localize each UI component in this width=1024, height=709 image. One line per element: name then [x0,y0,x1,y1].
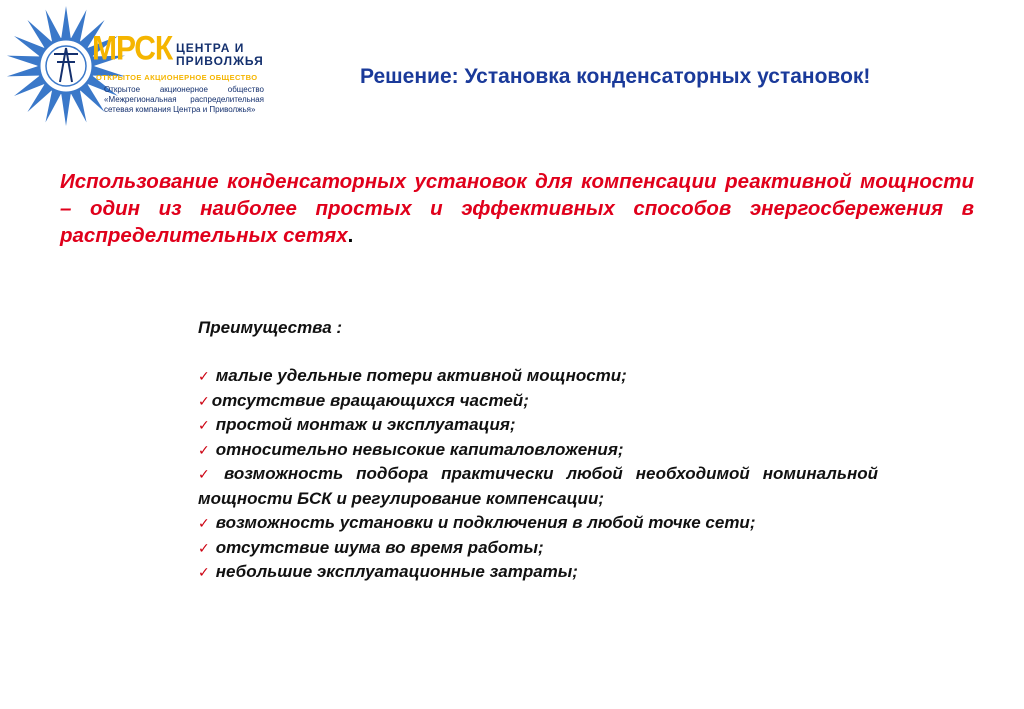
logo-company-name [176,42,264,68]
list-item [198,536,878,561]
list-item [198,413,878,438]
intro-period: . [347,224,354,247]
check-icon: ✓ [198,539,210,556]
list-item [198,438,878,463]
list-item [198,511,878,536]
logo-description: Открытое акционерное общество «Межрегиональная распределительная сетевая компания Центра и Приволжья» [104,85,264,114]
list-item [198,462,878,511]
list-item-text: возможность подбора практически любой необходимой номинальной мощности БСК и регулирование компенсации; [198,464,879,508]
list-item-text: отсутствие вращающихся частей; [211,390,529,410]
logo-name-line1: ЦЕНТРА И [176,41,245,55]
advantages-section [198,317,878,585]
check-icon: ✓ [198,515,210,531]
check-icon: ✓ [198,392,210,409]
company-logo [4,2,266,130]
check-icon: ✓ [198,441,210,458]
logo-subtitle: ОТКРЫТОЕ АКЦИОНЕРНОЕ ОБЩЕСТВО [96,73,258,82]
check-icon: ✓ [198,466,218,482]
check-icon: ✓ [198,368,210,384]
list-item [198,389,878,414]
intro-paragraph [60,168,974,249]
intro-text: Использование конденсаторных установок для компенсации реактивной мощности – один из наиболее простых и эффективных способов энергосбережения в распределительных сетях [60,170,974,247]
check-icon: ✓ [198,417,210,433]
advantages-list [198,364,878,585]
list-item-text: относительно невысокие капиталовложения; [215,439,624,459]
list-item-text: простой монтаж и эксплуатация; [215,415,516,434]
check-icon: ✓ [198,564,210,580]
advantages-heading: Преимущества : [198,318,343,337]
list-item-text: возможность установки и подключения в любой точке сети; [215,513,756,532]
logo-name-line2: ПРИВОЛЖЬЯ [176,54,264,68]
list-item-text: отсутствие шума во время работы; [215,537,544,557]
list-item [198,364,878,389]
list-item [198,560,878,585]
logo-abbreviation: МРСК [92,29,173,68]
list-item-text: небольшие эксплуатационные затраты; [215,562,578,581]
slide-title: Решение: Установка конденсаторных установок! [360,65,871,88]
list-item-text: малые удельные потери активной мощности; [215,366,627,385]
